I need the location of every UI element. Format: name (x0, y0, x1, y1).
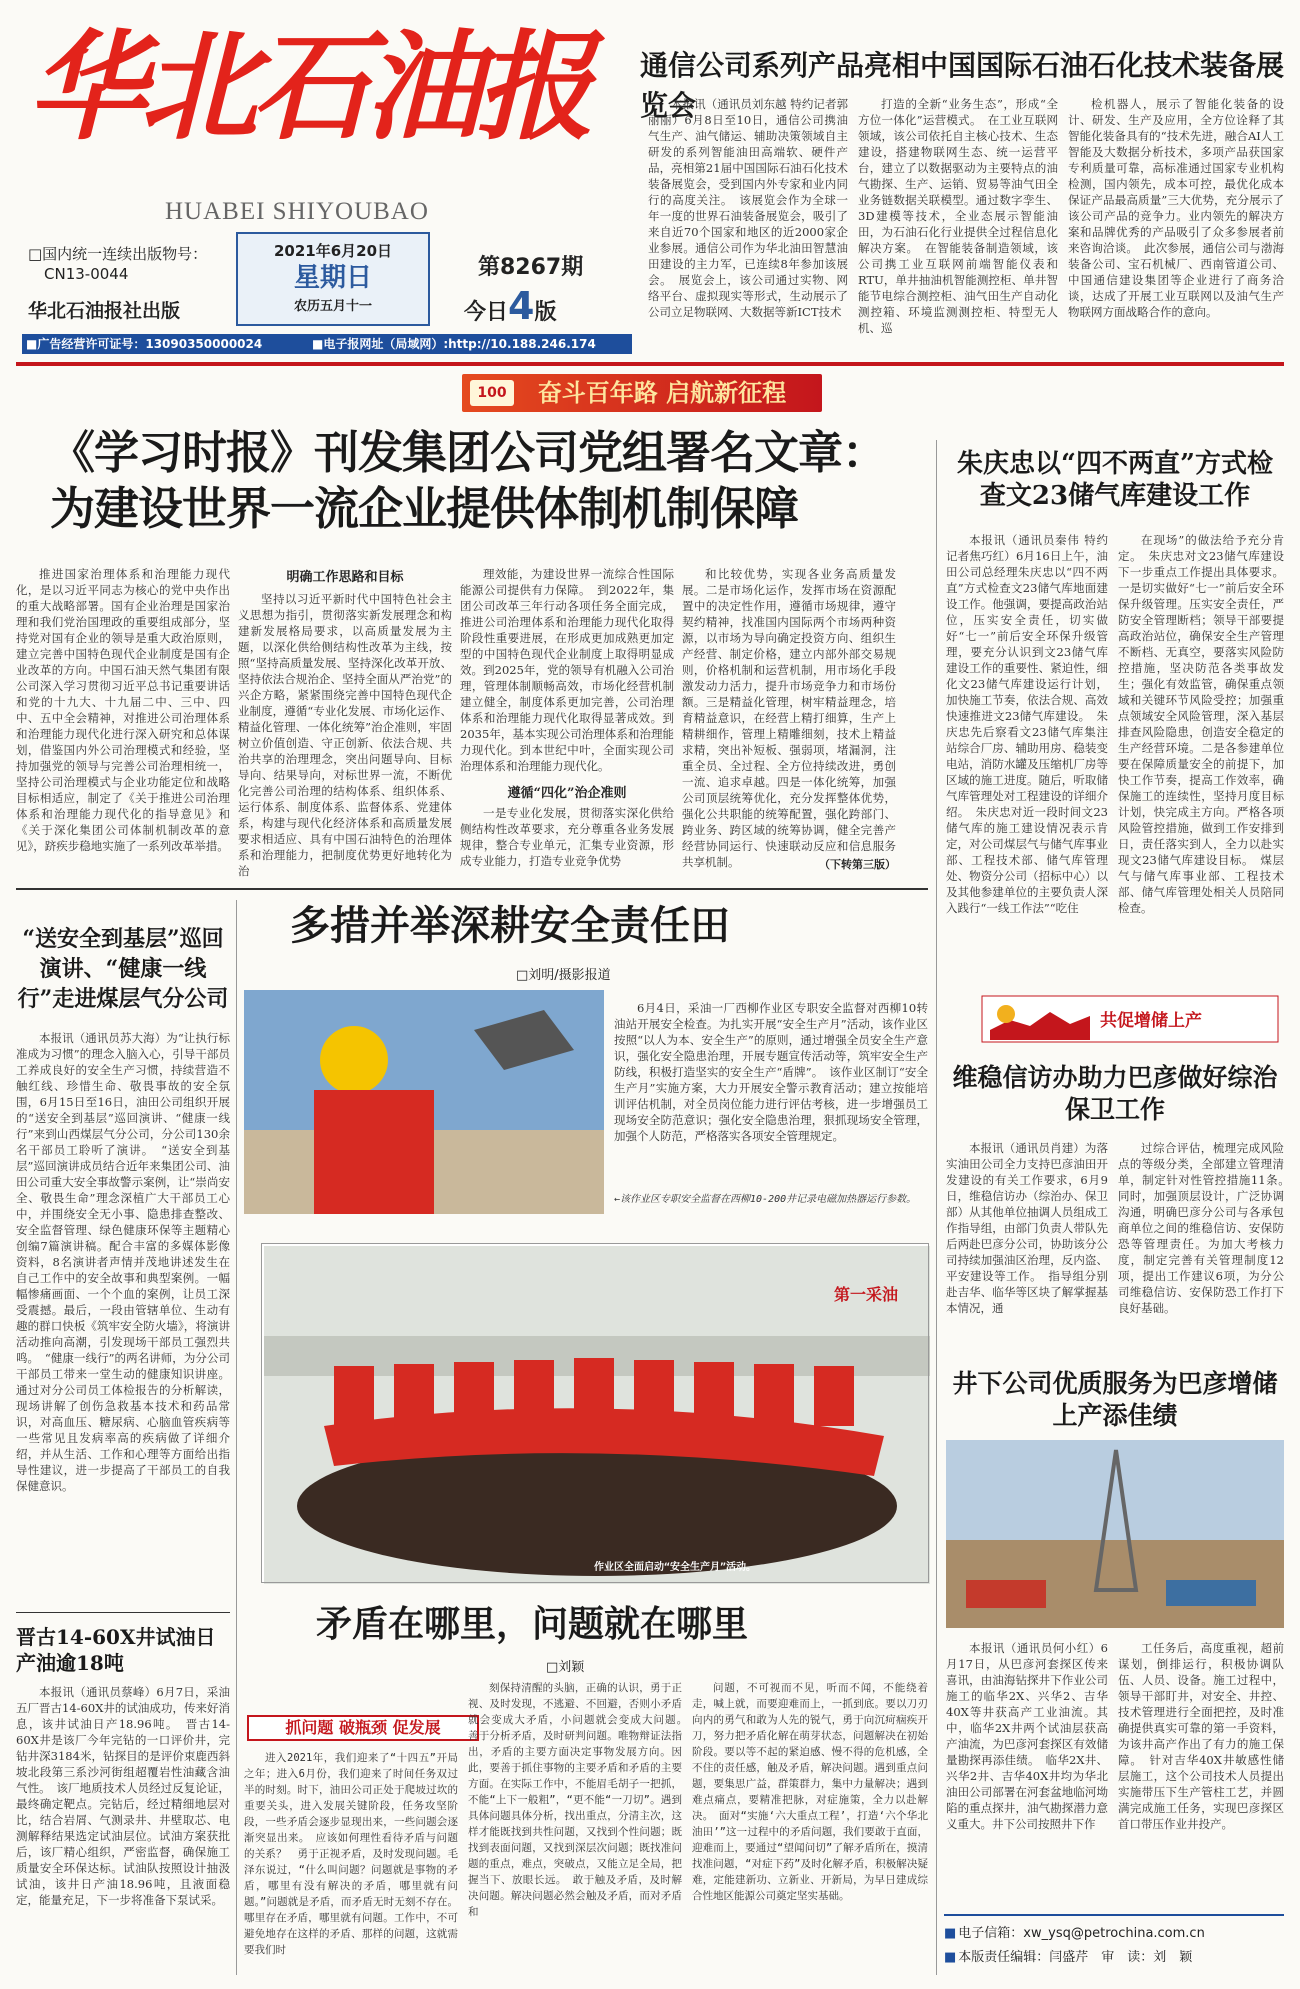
feature-text: 6月4日，采油一厂西柳作业区专职安全监督对西柳10转油站开展安全检查。为扎实开展“安全生产月”活动，该作业区按照“以人为本、安全生产”的原则，通过增强全员安全生产意识，强化安全隐患治理，开展专题宣传活动等，筑牢安全生产防线，积极打造坚实的安全生产“盾牌”。 该作业区制订“安全生产月”实施方案，大力开展安全警示教育活动；建立按能培训评估机制，对全员岗位能力进行评估考核，进一步增强员工现场安全防范意识；强化安全隐患治理，狠抓现场安全管理，加强个人防范，严格落实各项安全管理规定。 (614, 1001, 928, 1143)
main-subhead-1: 明确工作思路和目标 (286, 570, 404, 585)
right-story1-col2: 在现场”的做法给予充分肯定。 朱庆忠对文23储气库建设下一步重点工作提出具体要求。一是切实做好“七一”前后安全环保升级管理。压实安全责任，严防安全管理断档；领导干部要提高政治站位，确保安全生产管理不断档、无真空，要落实风险防控措施，坚决防范各类事故发生；强化有效监管，确保重点领域和关键环节风险受控；加强重点领域安全风险管理，深入基层排查风险隐患，创造安全稳定的生产经营环境。二是各参建单位要在保障质量安全的前提下，加快工作节奏，提高工作效率，确保施工的连续性，坚持月度目标计划，快完成主方向。严格各项风险管控措施，做到工作安排到日，责任落实到人，全力以赴实现文23储气库建设目标。 煤层气与储气库事业部、工程技术部、储气库管理处相关人员陪同检查。 (1118, 533, 1284, 915)
top-story-col3: 检机器人，展示了智能化装备的设计、研发、生产及应用，全方位诠释了其智能化装备具有的“技术先进，融合AI人工智能及大数据分析技术，多项产品获国家专利质量可靠，高标准通过国家专业机构检测，国内领先，成本可控，最优化成本保证产品最高质量”三大优势，充分展示了该公司产品的竞争力。业内领先的解决方案和品牌优秀的产品吸引了众多参展者前来咨询洽谈。 此次参展，通信公司与渤海装备公司、宝石机械厂、西南管道公司、中国通信建设集团等企业进行了商务洽谈，达成了开展工业互联网以及油气生产物联网方面战略合作的意向。 (1068, 97, 1284, 319)
oil-rig-image (946, 1440, 1284, 1628)
info-bar (22, 334, 632, 354)
main-headline-1: 《学习时报》刊发集团公司党组署名文章： (50, 426, 887, 479)
right-story1-headline: 朱庆忠以“四不两直”方式检查文23储气库建设工作 (957, 449, 1273, 511)
right-story2-headline: 维稳信访办助力巴彦做好综治保卫工作 (952, 1063, 1278, 1124)
bottom-story-headline: 矛盾在哪里，问题就在哪里 (316, 1603, 749, 1645)
masthead-pinyin: HUABEI SHIYOUBAO (165, 198, 429, 225)
drilling-rig-photo (946, 1440, 1284, 1628)
feature-caption-2: 作业区全面启动“安全生产月”活动。 (594, 1562, 757, 1573)
main-col3: 理效能，为建设世界一流综合性国际能源公司提供有力保障。 到2022年，集团公司改革三年行动各项任务全面完成，推进公司治理体系和治理能力现代化取得阶段性重要进展，在形成更加成熟更加定型的中国特色现代企业制度上取得明显成效。到2025年，党的领导有机融入公司治理，管理体制顺畅高效，市场化经营机制建立健全，制度体系更加完善，公司治理体系和治理能力现代化取得显著成效。到2035年，基本实现公司治理体系和治理能力现代化。到本世纪中叶，全面实现公司治理体系和治理能力现代化。 (460, 567, 674, 773)
safety-inspection-photo (244, 990, 604, 1214)
today-pages: 今日4版 (464, 284, 557, 328)
publisher: 华北石油报社出版 (28, 300, 181, 322)
photo-banner-text: 第一采油 (834, 1285, 899, 1304)
feature-byline: □刘明/摄影报道 (516, 968, 611, 983)
left-story-headline: “送安全到基层”巡回演讲、“健康一线行”走进煤层气分公司 (17, 926, 229, 1012)
bottom-col3: 问题，不可视而不见，听而不闻，不能绕着走，喊上就，而要迎难而上，一抓到底。要以刀刃向内的勇气和敢为人先的锐气，勇于向沉疴痼疾开刀，努力把矛盾化解在萌芽状态，问题解决在初始阶段。要以等不起的紧迫感、慢不得的危机感，全不住的责任感，触及矛盾，解决问题。遇到重点问题，要集思广益，群策群力，集中力量解决；遇到难点痛点，要精准把脉，对症施策，全力以赴解决。 面对“实施‘六大重点工程’，打造‘六个华北油田’”这一过程中的矛盾问题，我们要敢于直面，迎难而上，要通过“望闻问切”了解矛盾所在，摸清找准问题，“对症下药”及时化解矛盾，积极解决疑难，定能建新功、立新业、开新局，为早日建成综合性地区能源公司奠定坚实基础。 (692, 1682, 928, 1902)
right-story2-col1: 本报讯（通讯员肖建）为落实油田公司全力支持巴彦油田开发建设的有关工作要求，6月9日，维稳信访办（综治办、保卫部）从其他单位抽调人员组成工作指导组，由部门负责人带队先后两赴巴彦分公司，协助该分公司持续加强油区治理，反内盗、平安建设等工作。 指导组分别赴吉华、临华等区块了解掌握基本情况，通 (946, 1141, 1108, 1315)
left-story2-text: 本报讯（通讯员蔡峰）6月7日，采油五厂晋古14-60X井的试油成功，传来好消息，该井试油日产18.96吨。 晋古14-60X井是该厂今年完钻的一口评价井，完钻井深3184米，钻探目的是评价束鹿西斜坡北段第三系沙河街组超覆岩性油藏含油气性。 该厂地质技术人员经过反复论证，最终确定靶点。完钻后，经过精细地层对比，结合岩屑、气测录井、井壁取芯、电测解释结果选定试油层位。试油方案获批后，该厂精心组织，严密监督，确保施工质量安全环保达标。试油队按照设计抽汲试油，该井日产油18.96吨，且液面稳定，能量充足，下一步将准备下泵试采。 (16, 1685, 230, 1907)
footer-email[interactable]: ■ 电子信箱：xw_ysq@petrochina.com.cn (944, 1922, 1284, 1946)
serial-info (28, 244, 207, 284)
main-headline-2: 为建设世界一流企业提供体制机制保障 (50, 482, 799, 535)
continue-note: （下转第三版） (819, 858, 896, 871)
divider-top (16, 362, 1284, 366)
main-subhead-2: 遵循“四化”治企准则 (507, 786, 627, 801)
top-story-col1: 本报讯（通讯员刘东越 特约记者郭丽丽）6月8日至10日，通信公司携油气生产、油气储运、辅助决策领域自主研发的系列智能油田高端软、硬件产品，亮相第21届中国国际石油石化技术装备展览会，受到国内外专家和业内同行的高度关注。 该展览会作为全球一年一度的世界石油装备展览会，吸引了来自近70个国家和地区的近2000家企业参展。通信公司作为华北油田智慧油田建设的主力军，已连续8年参加该展会。 展览会上，该公司通过实物、网络平台、虚拟现实等形式，生动展示了公司立足物联网、大数据等新ICT技术 (648, 97, 848, 319)
date: 2021年6月20日 (273, 242, 393, 260)
main-col1: 推进国家治理体系和治理能力现代化，是以习近平同志为核心的党中央作出的重大战略部署。国有企业治理是国家治理和我们党治国理政的重要组成部分，坚持党对国有企业的领导是重大政治原则，建立完善中国特色现代企业制度是国有企业改革的方向。中国石油天然气集团有限公司深入学习贯彻习近平总书记重要讲话和党的十九大、十九届二中、三中、四中、五中全会精神，对推进公司治理体系和治理能力现代化进行深入研究和总体谋划，借鉴国内外公司治理模式和经验，坚持加强党的领导与完善公司治理相统一，坚持公司治理模式与企业功能定位和战略目标相适应，制定了《关于推进公司治理体系和治理能力现代化的指导意见》和《关于深化集团公司体制机制改革的意见》，跻疾步稳地实施了一系列改革举措。 (16, 567, 230, 853)
increase-reserves-badge (980, 990, 1280, 1048)
divider-main (16, 888, 928, 890)
bottom-col1: 进入2021年，我们迎来了“十四五”开局之年；进入6月份，我们迎来了时间任务双过半的时刻。时下，油田公司正处于爬坡过坎的重要关头，进入发展关键阶段，任务攻坚阶段，一些矛盾会逐步显现出来，一些问题会逐渐突显出来。 应该如何理性看待矛盾与问题的关系？ 勇于正视矛盾，及时发现问题。毛泽东说过，“什么叫问题？问题就是事物的矛盾，哪里有没有解决的矛盾，哪里就有问题。”问题就是矛盾，而矛盾无时无刻不存在。哪里存在矛盾，哪里就有问题。工作中，不可避免地存在这样的矛盾、那样的问题，这就需要我们时 (244, 1752, 458, 1956)
right-story2-col2: 过综合评估，梳理完成风险点的等级分类，全部建立管理清单，制定针对性管控措施11条。 同时，加强顶层设计，广泛协调沟通，明确巴彦分公司与各承包商单位之间的维稳信访、安保防恐等管理责任。为加大考核力度，制定完善有关管理制度12项，提出工作建议6项，为分公司维稳信访、安保防恐工作打下良好基础。 (1118, 1141, 1296, 1315)
masthead-title: 华北石油报 (28, 17, 589, 156)
right-story3-col1: 本报讯（通讯员何小红）6月17日，从巴彦河套探区传来喜讯，由油海钻探井下作业公司施工的临华2X、兴华2、吉华40X等井获高产工业油流。其中，临华2X井两个试油层获高产油流，为巴彦河套探区有效储量勘探再添佳绩。 临华2X井、兴华2井、吉华40X井均为华北油田公司部署在河套盆地临河坳陷的重点探井，油气勘探潜力意义重大。井下公司按照井下作 (946, 1641, 1108, 1831)
main-col3b: 一是专业化发展，贯彻落实深化供给侧结构性改革要求，充分尊重各业务发展规律，整合专业单元，汇集专业资源，形成专业能力，打造专业竞争优势 (460, 806, 674, 868)
main-col2-wrap (238, 566, 452, 876)
group-signing-image (264, 1246, 930, 1584)
main-col3-wrap (460, 566, 674, 876)
website-link[interactable]: ■电子报网址（局域网）:http://10.188.246.174 (312, 337, 596, 351)
main-col2: 坚持以习近平新时代中国特色社会主义思想为指引，贯彻落实新发展理念和构建新发展格局要求，以高质量发展为主题，以深化供给侧结构性改革为主线，按照“坚持高质量发展、坚持深化改革开放、坚持依法合规治企、坚持全面从严治党”的兴企方略，紧紧围绕完善中国特色现代企业制度，遵循“专业化发展、市场化运作、精益化管理、一体化统筹”治企准则，牢固树立价值创造、守正创新、依法合规、共治共享的治理理念，突出问题导向、目标导向、结果导向，对标世界一流，不断优化完善公司治理的结构体系、组织体系、运行体系、制度体系、监督体系、党建体系，构建与现代化经济体系和高质量发展要求相适应、具有中国石油特色的治理体系和治理能力，把制度优势更好地转化为治 (238, 592, 452, 878)
feature-headline: 多措并举深耕安全责任田 (290, 902, 730, 949)
worker-photo-image (244, 990, 604, 1214)
footer-editor: ■ 本版责任编辑：闫盛芹 审 读：刘 颖 (944, 1946, 1284, 1970)
top-story-col2: 打造的全新“业务生态”，形成“全方位一体化”运营模式。 在工业互联网领域，该公司依托自主核心技术、生态建设，搭建物联网生态、统一运营平台，建立了以数据驱动为主要特点的油气勘探、生产、运销、贸易等油气田全业务链数据关联模型。通过数字孪生、3D建模等技术，全业态展示智能油田，为石油石化行业提供全过程信息化解决方案。 在智能装备制造领域，该公司携工业互联网前端智能仪表和RTU，单井抽油机智能测控柜、单井智能节电综合测控柜、油气田生产自动化测控箱、环境监测测控柜、特型无人机、巡 (858, 97, 1058, 335)
issue-number: 第8267期 (478, 255, 584, 280)
weekday: 星期日 (293, 263, 372, 293)
right-story3-col2: 工任务后，高度重视，超前谋划，倒排运行，积极协调队伍、人员、设备。施工过程中，领导干部盯井，对安全、井控、技术管理进行全面把控，及时准确提供真实可靠的第一手资料，为该井高产作出了有力的施工保障。 针对吉华40X井敏感性储层施工，这个公司技术人员提出实施带压下生产管柱工艺，并圆满完成施工任务，实现巴彦探区首口带压作业井投产。 (1118, 1641, 1284, 1831)
page-count: 4 (508, 284, 535, 328)
footer (944, 1914, 1284, 1976)
banner-slogan: 奋斗百年路 启航新征程 (462, 374, 822, 412)
serial-number: CN13-0044 (44, 265, 129, 283)
main-col4: 和比较优势，实现各业务高质量发展。二是市场化运作，发挥市场在资源配置中的决定性作用，遵循市场规律，遵守契约精神，找准国内国际两个市场两种资源，以市场为导向确定投资方向、组织生产经营、制定价格，建立内部外部交易规则，价格机制和运营机制，用市场化手段激发动力活力，提升市场竞争力和市场份额。三是精益化管理，树牢精益理念，培育精益意识，在经营上精打细算，生产上精耕细作，管理上精雕细刻，技术上精益求精，突出补短板、强弱项，堵漏洞，注重全员、全过程、全方位持续改进，勇创一流、追求卓越。四是一体化统筹，加强公司顶层统筹优化，充分发挥整体优势，强化公共职能的统筹配置，强化跨部门、跨业务、跨区域的统筹协调，健全完善产经营协同运行、快速联动反应和信息服务共享机制。 (682, 567, 896, 869)
right-story1-col1: 本报讯（通讯员秦伟 特约记者焦巧红）6月16日上午，油田公司总经理朱庆忠以“四不两直”方式检查文23储气库地面建设工作。他强调，要提高政治站位，压实安全责任，切实做好“七一”前后安全环保升级管理，要充分认识到文23储气库建设工作的重要性、紧迫性，细化文23储气库建设运行计划，加快施工节奏，依法合规、高效快速推进文23储气库建设。 朱庆忠先后察看文23储气库集注站综合厂房、辅助用房、稳装变电站，消防水罐及压缩机厂房等区域的施工进度。随后，听取储气库管理处对工程建设的详细介绍。 朱庆忠对近一段时间文23储气库的施工建设情况表示肯定，对公司煤层气与储气库事业部、工程技术部、储气库管理处、物资分公司（招标中心）以及其他参建单位的主要负责人深入践行“一线工作法”“吃住 (946, 533, 1108, 915)
main-col4-wrap (682, 566, 896, 876)
ceremony-photo (262, 1244, 928, 1582)
top-story-headline: 通信公司系列产品亮相中国国际石油石化技术装备展览会 (640, 49, 1285, 122)
bottom-col2: 刻保持清醒的头脑，正确的认识，勇于正视、及时发现，不逃避、不回避，否则小矛盾就会变成大矛盾，小问题就会变成大问题。 善于分析矛盾，及时研判问题。唯物辩证法指出，矛盾的主要方面决定事物发展方向。因此，要善于抓住事物的主要矛盾和矛盾的主要方面。在实际工作中，不能眉毛胡子一把抓，不能“上下一般粗”，“更不能“一刀切”。遇到具体问题具体分析，找出重点，分清主次，这样才能既找到共性问题，又找到个性问题；既找到表面问题，又找到深层次问题；既找准问题的重点，难点，突破点，又能立足全局，把握当下、放眼长远。 敢于触及矛盾，及时解决问题。解决问题必然会触及矛盾，而对矛盾和 (468, 1682, 693, 1918)
left-story2-headline: 晋古14-60X井试油日产油逾18吨 (16, 1625, 216, 1675)
badge-text: 共促增储上产 (1100, 1011, 1202, 1031)
date-box (236, 232, 430, 326)
feature-caption-1: ←该作业区专职安全监督在西柳10-200井记录电磁加热器运行参数。 (614, 1194, 917, 1205)
bottom-story-byline: □刘颖 (546, 1660, 585, 1675)
ad-license: ■广告经营许可证号：13090350000024 (26, 337, 263, 351)
bottom-story-tags: 抓问题 破瓶颈 促发展 (247, 1715, 479, 1741)
left-story-text: 本报讯（通讯员苏大海）为“让执行标准成为习惯”的理念入脑入心，引导干部员工养成良好的安全生产习惯，持续营造不触红线、珍惜生命、敬畏事故的安全氛围，6月15日至16日，油田公司组织开展的“送安全到基层”巡回演讲、“健康一线行”来到山西煤层气分公司，分公司130余名干部员工聆听了演讲。 “送安全到基层”巡回演讲成员结合近年来集团公司、油田公司重大安全事故警示案例，让“崇尚安全、敬畏生命”理念深植广大干部员工心中，并围绕安全无小事、隐患排查整改、安全监督管理、绿色健康环保等主题精心创编7篇演讲稿。配合丰富的多媒体影像资料，8名演讲者声情并茂地讲述发生在自己工作中的安全故事和典型案例。一幅幅惨痛画面、一个个血的案例，让员工深受震撼。最后，一段由管辖单位、生动有趣的群口快板《筑牢安全防火墙》，将演讲活动推向高潮，引发现场干部员工强烈共鸣。 “健康一线行”的两名讲师，为分公司干部员工带来一堂生动的健康知识讲座。通过对分公司员工体检报告的分析解读，现场讲解了创伤急救基本技术和药品常识，对高血压、糖尿病、心脑血管疾病等一些常见且发病率高的疾病做了详细介绍，并从生活、工作和心理等方面给出指导性建议，进一步提高了干部员工的自我保健意识。 (16, 1031, 230, 1493)
lunar-date: 农历五月十一 (293, 299, 372, 314)
right-story3-headline: 井下公司优质服务为巴彦增储上产添佳绩 (952, 1369, 1278, 1430)
serial-label: □国内统一连续出版物号： (28, 245, 208, 263)
centennial-logo-icon: 100 (470, 380, 514, 406)
